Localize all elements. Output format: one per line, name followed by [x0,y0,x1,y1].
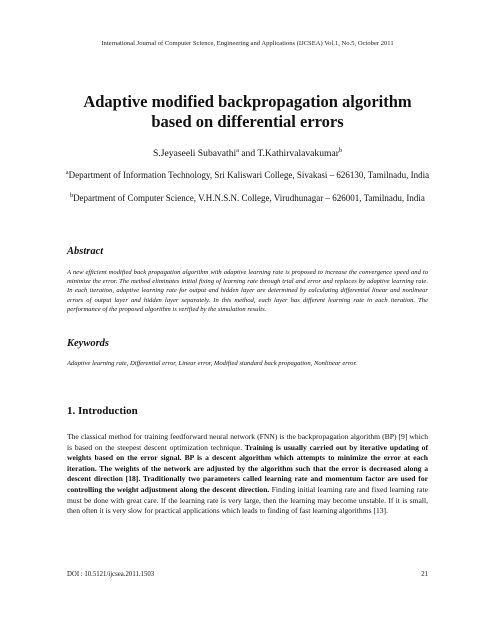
author-list [0,148,495,159]
title-line-2: based on differential errors [151,112,344,131]
page-number: 21 [421,571,428,578]
journal-header: International Journal of Computer Science, Engineering and Applications (IJCSEA) Vol.1, No.5, October 2011 [101,40,394,47]
author-2: T.Kathirvalavakumar [257,148,339,159]
introduction-heading: 1. Introduction [67,405,138,417]
author-2-affiliation-mark: b [338,147,342,154]
footer-doi: DOI : 10.5121/ijcsea.2011.1503 [67,571,155,578]
affiliation-b [60,193,435,205]
author-1: S.Jeyaseeli Subavathi [153,148,237,159]
affiliation-a-mark: a [65,170,69,176]
affiliation-a [60,170,435,182]
author-connector: and [238,148,258,159]
paper-title [40,92,455,132]
affiliation-b-mark: b [70,193,74,199]
intro-text-bold: Training is usually carried out by iterative updating of weights based on the error signal. BP is a descent algorithm which attempts to minimize the error at each iteration. The weights of the network are adjusted by the algorithm such that the error is decreased along a descent direction [18]. Traditionally two parameters called learning rate and momentum factor are used for controlling the weight adjustment along the descent direction. [67,442,428,494]
keywords-text: Adaptive learning rate, Differential error, Linear error, Modified standard back propagation, Nonlinear error. [67,360,357,367]
intro-text-part-1: The classical method for training feedforward neural network (FNN) is the backpropagation algorithm (BP) [9] which is based on the steepest descent optimization technique. [67,432,428,452]
author-1-affiliation-mark: a [236,147,239,154]
abstract-text: A new efficient modified back propagation algorithm with adaptive learning rate is proposed to increase the convergence speed and to minimize the error. The method eliminates initial fixing of learning rate through trial and error and replaces by adaptive learning rate. In each iteration, adaptive learning rate for output and hidden layer are determined by calculating differential linear and nonlinear errors of output layer and hidden layer separately. In this method, each layer has different learning rate in each iteration. The performance of the proposed algorithm is verified by the simulation results. [67,269,428,313]
title-line-1: Adaptive modified backpropagation algorithm [83,92,412,111]
affiliation-b-text: Department of Computer Science, V.H.N.S.N. College, Virudhunagar – 626001, Tamilnadu, India [73,193,425,203]
keywords-heading: Keywords [67,338,109,349]
affiliation-a-text: Department of Information Technology, Sri Kaliswari College, Sivakasi – 626130, Tamilnadu, India [68,170,430,180]
intro-text-part-3: Finding initial learning rate and fixed learning rate must be done with great care. If the learning rate is very large, then the learning may become unstable. If it is small, then often it is very slow for practical applications which leads to finding of fast learning algorithms [13]. [67,484,428,516]
introduction-paragraph [67,432,428,517]
abstract-heading: Abstract [67,246,104,257]
